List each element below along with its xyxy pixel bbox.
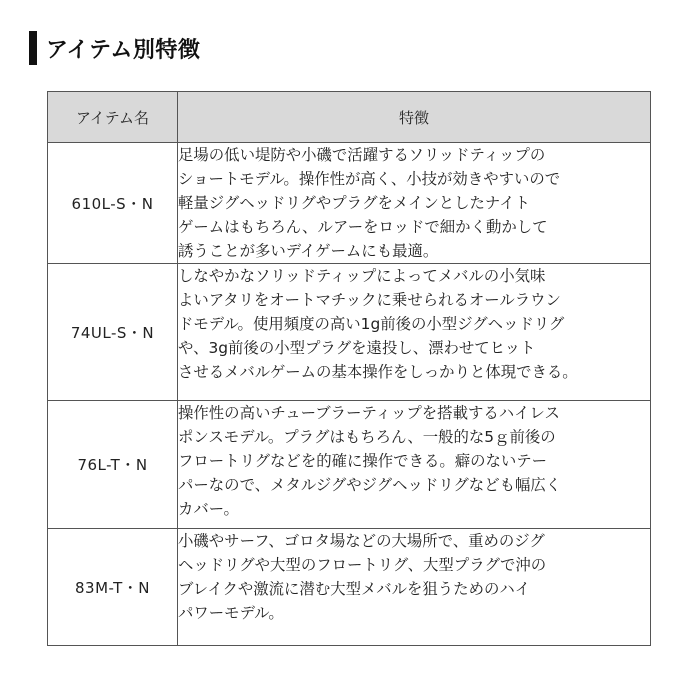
item-name-cell: 76L-T・N [48, 401, 178, 529]
table-row [48, 143, 651, 264]
description-line: ショートモデル。操作性が高く、小技が効きやすいので [178, 170, 561, 188]
description-line: カバー。 [178, 500, 239, 518]
description-line: させるメバルゲームの基本操作をしっかりと体現できる。 [178, 363, 578, 381]
item-description-cell [178, 143, 651, 264]
description-line: フロートリグなどを的確に操作できる。癖のないテー [178, 452, 548, 470]
description-line: ゲームはもちろん、ルアーをロッドで細かく動かして [178, 218, 548, 236]
table-row [48, 264, 651, 401]
description-line: パワーモデル。 [178, 604, 284, 622]
description-line: しなやかなソリッドティップによってメバルの小気味 [178, 267, 546, 285]
item-description-cell [178, 529, 651, 646]
description-line: ブレイクや激流に潜む大型メバルを狙うためのハイ [178, 580, 531, 598]
description-line: ポンスモデル。プラグはもちろん、一般的な5ｇ前後の [178, 428, 556, 446]
item-description-cell [178, 264, 651, 401]
item-description-cell [178, 401, 651, 529]
description-line: 小磯やサーフ、ゴロタ場などの大場所で、重めのジグ [178, 532, 545, 550]
item-name-cell: 74UL-S・N [48, 264, 178, 401]
heading-accent-bar [29, 31, 37, 65]
description-line: 足場の低い堤防や小磯で活躍するソリッドティップの [178, 146, 546, 164]
heading-title: アイテム別特徴 [46, 37, 201, 63]
description-line: パーなので、メタルジグやジグヘッドリグなども幅広く [178, 476, 562, 494]
table-row [48, 401, 651, 529]
description-line: ドモデル。使用頻度の高い1g前後の小型ジグヘッドリグ [178, 315, 565, 333]
description-line: ヘッドリグや大型のフロートリグ、大型プラグで沖の [178, 556, 547, 574]
table-header-row [48, 92, 651, 143]
description-line: よいアタリをオートマチックに乗せられるオールラウン [178, 291, 561, 309]
item-features-table [47, 91, 651, 646]
description-line: 軽量ジグヘッドリグやプラグをメインとしたナイト [178, 194, 530, 212]
header-item-name: アイテム名 [48, 92, 178, 143]
item-name-cell: 610L-S・N [48, 143, 178, 264]
header-features: 特徴 [178, 92, 651, 143]
section-heading [29, 28, 200, 68]
item-name-cell: 83M-T・N [48, 529, 178, 646]
table-row [48, 529, 651, 646]
description-line: や、3g前後の小型プラグを遠投し、漂わせてヒット [178, 339, 536, 357]
description-line: 誘うことが多いデイゲームにも最適。 [178, 242, 439, 260]
description-line: 操作性の高いチューブラーティップを搭載するハイレス [178, 404, 560, 422]
